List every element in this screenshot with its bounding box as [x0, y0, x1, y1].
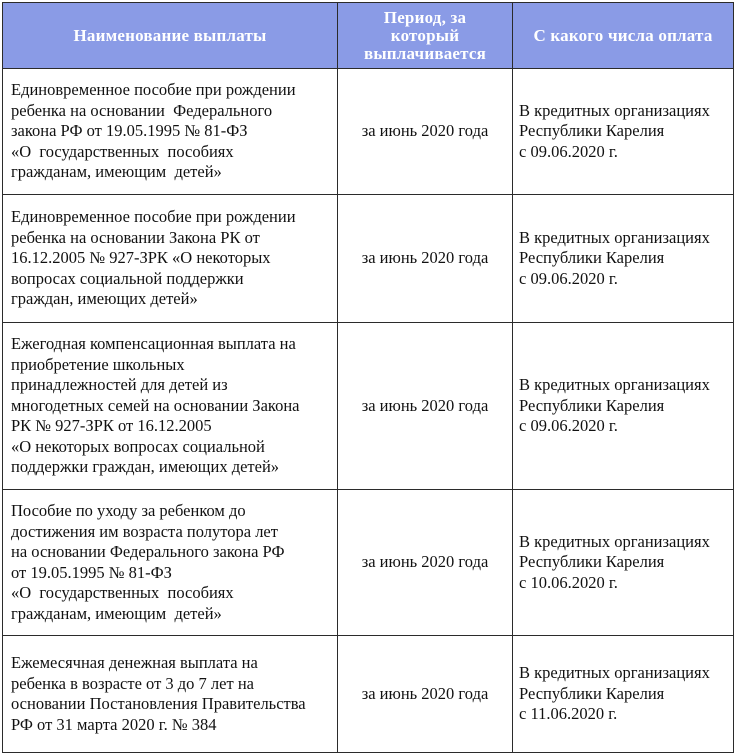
start-date-line: Республики Карелия [519, 121, 665, 141]
payment-name-line: гражданам, имеющим детей» [11, 162, 222, 182]
payment-name-line: ребенка на основании Федерального [11, 100, 273, 120]
start-date-line: с 09.06.2020 г. [519, 416, 618, 436]
table-body [3, 69, 734, 753]
start-date-cell [513, 69, 734, 195]
payment-name-cell [3, 323, 338, 490]
payment-name-line: многодетных семей на основании Закона [11, 395, 300, 415]
payment-name-line: ребенка на основании Закона РК от [11, 227, 260, 247]
start-date-line: В кредитных организациях [519, 227, 710, 247]
period-cell [338, 195, 513, 323]
header-payment-name: Наименование выплаты [3, 3, 338, 69]
payment-name-line: приобретение школьных [11, 354, 185, 374]
period-cell [338, 323, 513, 490]
start-date-cell [513, 636, 734, 753]
payment-name-line: ребенка в возрасте от 3 до 7 лет на [11, 673, 254, 693]
start-date-line: В кредитных организациях [519, 375, 710, 395]
start-date-cell [513, 323, 734, 490]
payment-name-line: «О государственных пособиях [11, 583, 234, 602]
payment-name-line: Ежемесячная денежная выплата на [11, 653, 258, 672]
payment-name-cell [3, 195, 338, 323]
start-date-line: с 09.06.2020 г. [519, 141, 618, 161]
start-date-line: В кредитных организациях [519, 663, 710, 683]
table-row [3, 490, 734, 636]
payment-name-line: закона РФ от 19.05.1995 № 81-ФЗ [11, 121, 248, 141]
payment-name-line: достижения им возраста полутора лет [11, 521, 278, 541]
start-date-line: Республики Карелия [519, 552, 665, 572]
payment-name-line: на основании Федерального закона РФ [11, 542, 285, 561]
payment-name-line: «О некоторых вопросах социальной [11, 436, 265, 456]
start-date-line: В кредитных организациях [519, 531, 710, 551]
period-text: за июнь 2020 года [361, 395, 489, 415]
payment-name-line: от 19.05.1995 № 81-ФЗ [11, 562, 172, 582]
table-row [3, 636, 734, 753]
payment-name-line: принадлежностей для детей из [11, 375, 228, 395]
start-date-cell [513, 490, 734, 636]
table-row [3, 69, 734, 195]
period-cell [338, 490, 513, 636]
payment-name-line: 16.12.2005 № 927-ЗРК «О некоторых [11, 248, 271, 268]
start-date-line: Республики Карелия [519, 395, 665, 415]
payment-name-line: поддержки граждан, имеющих детей» [11, 457, 280, 477]
start-date-cell [513, 195, 734, 323]
period-cell [338, 69, 513, 195]
payment-name-cell [3, 69, 338, 195]
payment-name-line: «О государственных пособиях [11, 141, 234, 161]
payment-name-line: вопросах социальной поддержки [11, 268, 244, 288]
header-period-line: Период, за [383, 7, 467, 27]
table-row [3, 195, 734, 323]
header-period [338, 3, 513, 69]
period-text: за июнь 2020 года [361, 552, 489, 572]
start-date-line: Республики Карелия [519, 683, 665, 703]
start-date-line: В кредитных организациях [519, 100, 710, 120]
payment-name-line: РК № 927-ЗРК от 16.12.2005 [11, 416, 212, 436]
start-date-line: с 10.06.2020 г. [519, 572, 618, 592]
payment-name-cell [3, 490, 338, 636]
payment-name-line: Пособие по уходу за ребенком до [11, 501, 246, 520]
payments-table [2, 2, 734, 753]
payment-name-line: граждан, имеющих детей» [11, 289, 198, 309]
period-text: за июнь 2020 года [361, 121, 489, 141]
period-cell [338, 636, 513, 753]
payment-name-line: Единовременное пособие при рождении [11, 80, 296, 100]
period-text: за июнь 2020 года [361, 248, 489, 268]
payment-name-line: гражданам, имеющим детей» [11, 603, 222, 623]
start-date-line: с 11.06.2020 г. [519, 704, 618, 724]
period-text: за июнь 2020 года [361, 683, 489, 703]
header-start-date: С какого числа оплата [513, 3, 734, 69]
start-date-line: Республики Карелия [519, 248, 665, 268]
table-row [3, 323, 734, 490]
payment-name-line: РФ от 31 марта 2020 г. № 384 [11, 714, 217, 734]
payment-name-line: основании Постановления Правительства [11, 694, 306, 713]
header-period-line: который [390, 25, 460, 45]
header-row [3, 3, 734, 69]
table-header [3, 3, 734, 69]
payment-name-line: Ежегодная компенсационная выплата на [11, 334, 296, 354]
start-date-line: с 09.06.2020 г. [519, 268, 618, 288]
header-period-line: выплачивается [363, 43, 487, 63]
payment-name-line: Единовременное пособие при рождении [11, 207, 296, 227]
payment-name-cell [3, 636, 338, 753]
